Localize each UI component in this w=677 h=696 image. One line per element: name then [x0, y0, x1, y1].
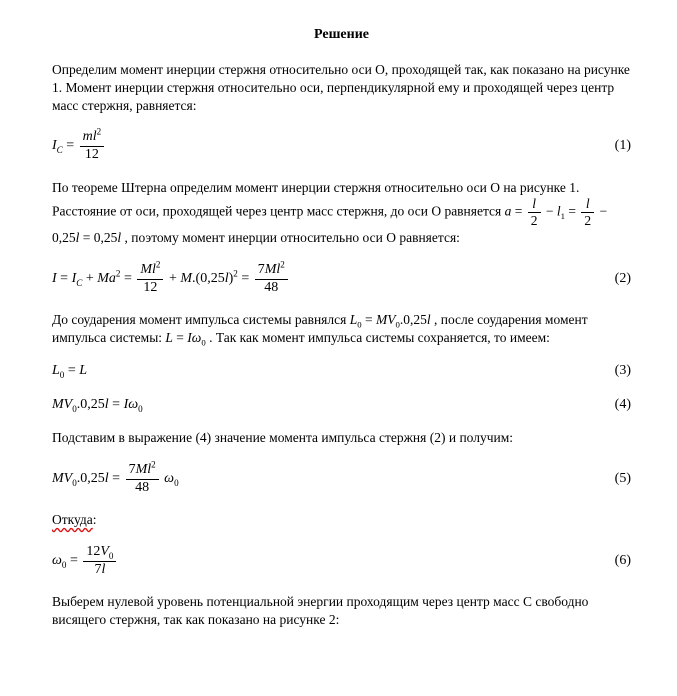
paragraph-intro: Определим момент инерции стержня относительно оси О, проходящей так, как показано на рисунке 1. Момент инерции стержня относительно оси, перпендикулярной ему и проходящей через центр масс стержня, равняется: — [52, 61, 630, 113]
equation-6 — [52, 544, 631, 578]
equation-2 — [52, 259, 631, 296]
equation-3-number: (3) — [614, 363, 631, 379]
equation-1-number: (1) — [614, 138, 631, 154]
paragraph-substitute: Подставим в выражение (4) значение момента импульса стержня (2) и получим: — [52, 430, 514, 446]
equation-6-formula: $\omega_0$ = $\frac{12V_0}{7l}$ — [52, 544, 118, 578]
equation-1 — [52, 126, 631, 163]
equation-4-formula: $MV_0.0,25l = I\omega_0$ — [52, 396, 143, 414]
document-title: Решение — [314, 27, 369, 42]
paragraph-steiner-theorem: По теореме Штерна определим момент инерции стержня относительно оси О на рисунке 1. Расстояние от оси, проходящей через центр масс стержня, до оси О равняется a = $\frac{l}{2}$ − $l_1$ = $\frac{l}{2}$ − 0,25l = 0,25l , поэтому момент инерции относительно оси О равняется: — [52, 179, 608, 246]
equation-4-number: (4) — [614, 396, 631, 412]
equation-2-number: (2) — [614, 270, 631, 286]
equation-3-formula: $L_0 = L$ — [52, 363, 88, 380]
paragraph-hence: Откуда: — [52, 512, 97, 528]
equation-4 — [52, 396, 631, 415]
equation-2-formula: $I = I_C + Ma^2$ = $\frac{Ml^2}{12}$ + $M.(0,25l)^2$ = $\frac{7Ml^2}{48}$ — [52, 262, 290, 296]
equation-3 — [52, 362, 631, 381]
equation-5-number: (5) — [614, 471, 631, 487]
equation-6-number: (6) — [614, 553, 631, 569]
paragraph-zero-potential-level: Выберем нулевой уровень потенциальной энергии проходящим через центр масс С свободно висящего стержня, так как показано на рисунке 2: — [52, 594, 589, 628]
paragraph-angular-momentum: До соударения момент импульса системы равнялся $L_0 = MV_0.0,25l$ , после соударения момент импульса системы: $L = I\omega_0$ . Так как момент импульса системы сохраняется, то имеем: — [52, 312, 588, 348]
equation-1-formula: $I_C$ = $\frac{ml^2}{12}$ — [52, 129, 106, 163]
equation-5-formula: $MV_0.0,25l$ = $\frac{7Ml^2}{48}$ $\omega_0$ — [52, 459, 179, 495]
equation-5 — [52, 459, 631, 496]
